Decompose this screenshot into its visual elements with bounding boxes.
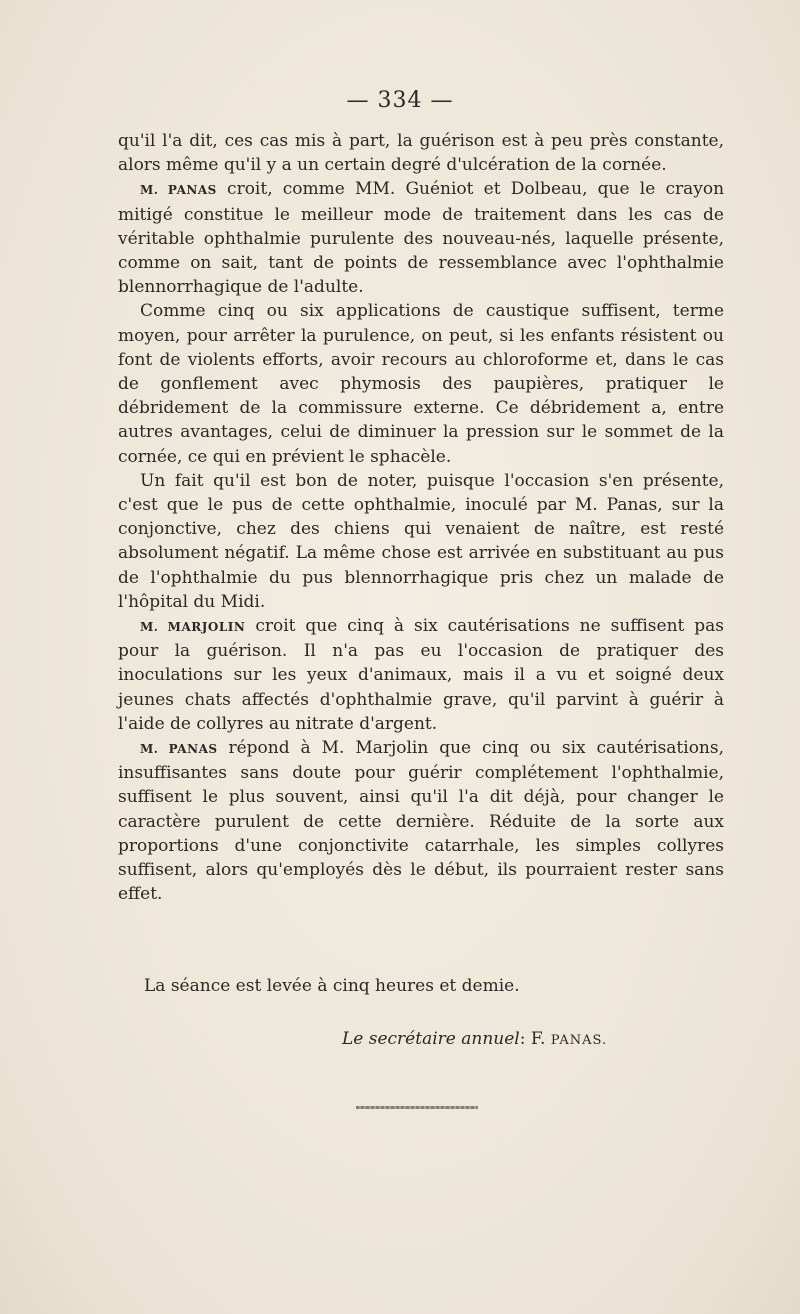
signature-surname: PANAS. bbox=[550, 1033, 608, 1048]
paragraph-text: qu'il l'a dit, ces cas mis à part, la guérison est à peu près constante, alors même qu'il y a un certain degré d'ulcération de la cornée. bbox=[118, 131, 724, 176]
closing-line: La séance est levée à cinq heures et demie. bbox=[144, 976, 520, 996]
speaker-name: M. MARJOLIN bbox=[140, 620, 246, 635]
signature-initial: F. bbox=[530, 1029, 551, 1049]
paragraph-marjolin bbox=[118, 614, 724, 736]
body-text bbox=[118, 129, 724, 907]
paragraph-caustique bbox=[118, 299, 724, 468]
paragraph-text: croit que cinq à six cautérisations ne suffisent pas pour la guérison. Il n'a pas eu l'occasion de pratiquer des inoculations sur les yeux d'animaux, mais il a vu et soigné deux jeunes chats affectés d'ophthalmie grave, qu'il parvint à guérir à l'aide de collyres au nitrate d'argent. bbox=[118, 616, 725, 734]
signature-separator: : bbox=[519, 1029, 531, 1049]
paragraph-panas-1 bbox=[118, 177, 724, 299]
signature bbox=[342, 1029, 607, 1049]
paragraph-panas-2 bbox=[118, 736, 724, 906]
paragraph-text: Comme cinq ou six applications de caustique suffisent, terme moyen, pour arrêter la purulence, on peut, si les enfants résistent ou font de violents efforts, avoir recours au chloroforme et, dans le cas de gonflement avec phymosis des paupières, pratiquer le débridement de la commissure externe. Ce débridement a, entre autres avantages, celui de diminuer la pression sur le sommet de la cornée, ce qui en prévient le sphacèle. bbox=[118, 301, 724, 467]
speaker-name: M. PANAS bbox=[140, 742, 218, 757]
speaker-name: M. PANAS bbox=[140, 183, 217, 198]
paragraph-text: croit, comme MM. Guéniot et Dolbeau, que le crayon mitigé constitue le meilleur mode de traitement dans les cas de véritable ophthalmie purulente des nouveau-nés, laquelle présente, comme on sait, tant de points de ressemblance avec l'ophthalmie blennorrhagique de l'adulte. bbox=[118, 179, 725, 298]
paragraph-text: Un fait qu'il est bon de noter, puisque l'occasion s'en présente, c'est que le pus de cette ophthalmie, inoculé par M. Panas, sur la conjonctive, chez des chiens qui venaient de naître, est resté absolument négatif. La même chose est arrivée en substituant au pus de l'ophthalmie du pus blennorrhagique pris chez un malade de l'hôpital du Midi. bbox=[118, 470, 724, 612]
paragraph-continuation bbox=[118, 129, 724, 177]
page-number: — 334 — bbox=[346, 88, 454, 113]
paragraph-inoculation bbox=[118, 469, 724, 614]
end-rule-divider bbox=[356, 1106, 478, 1109]
paragraph-text: répond à M. Marjolin que cinq ou six cautérisations, insuffisantes sans doute pour guérir complétement l'ophthalmie, suffisent le plus souvent, ainsi qu'il l'a dit déjà, pour changer le caractère purulent de cette dernière. Réduite de la sorte aux proportions d'une conjonctivite catarrhale, les simples collyres suffisent, alors qu'employés dès le début, ils pourraient rester sans effet. bbox=[118, 738, 725, 905]
signature-role: Le secrétaire annuel bbox=[342, 1029, 520, 1049]
